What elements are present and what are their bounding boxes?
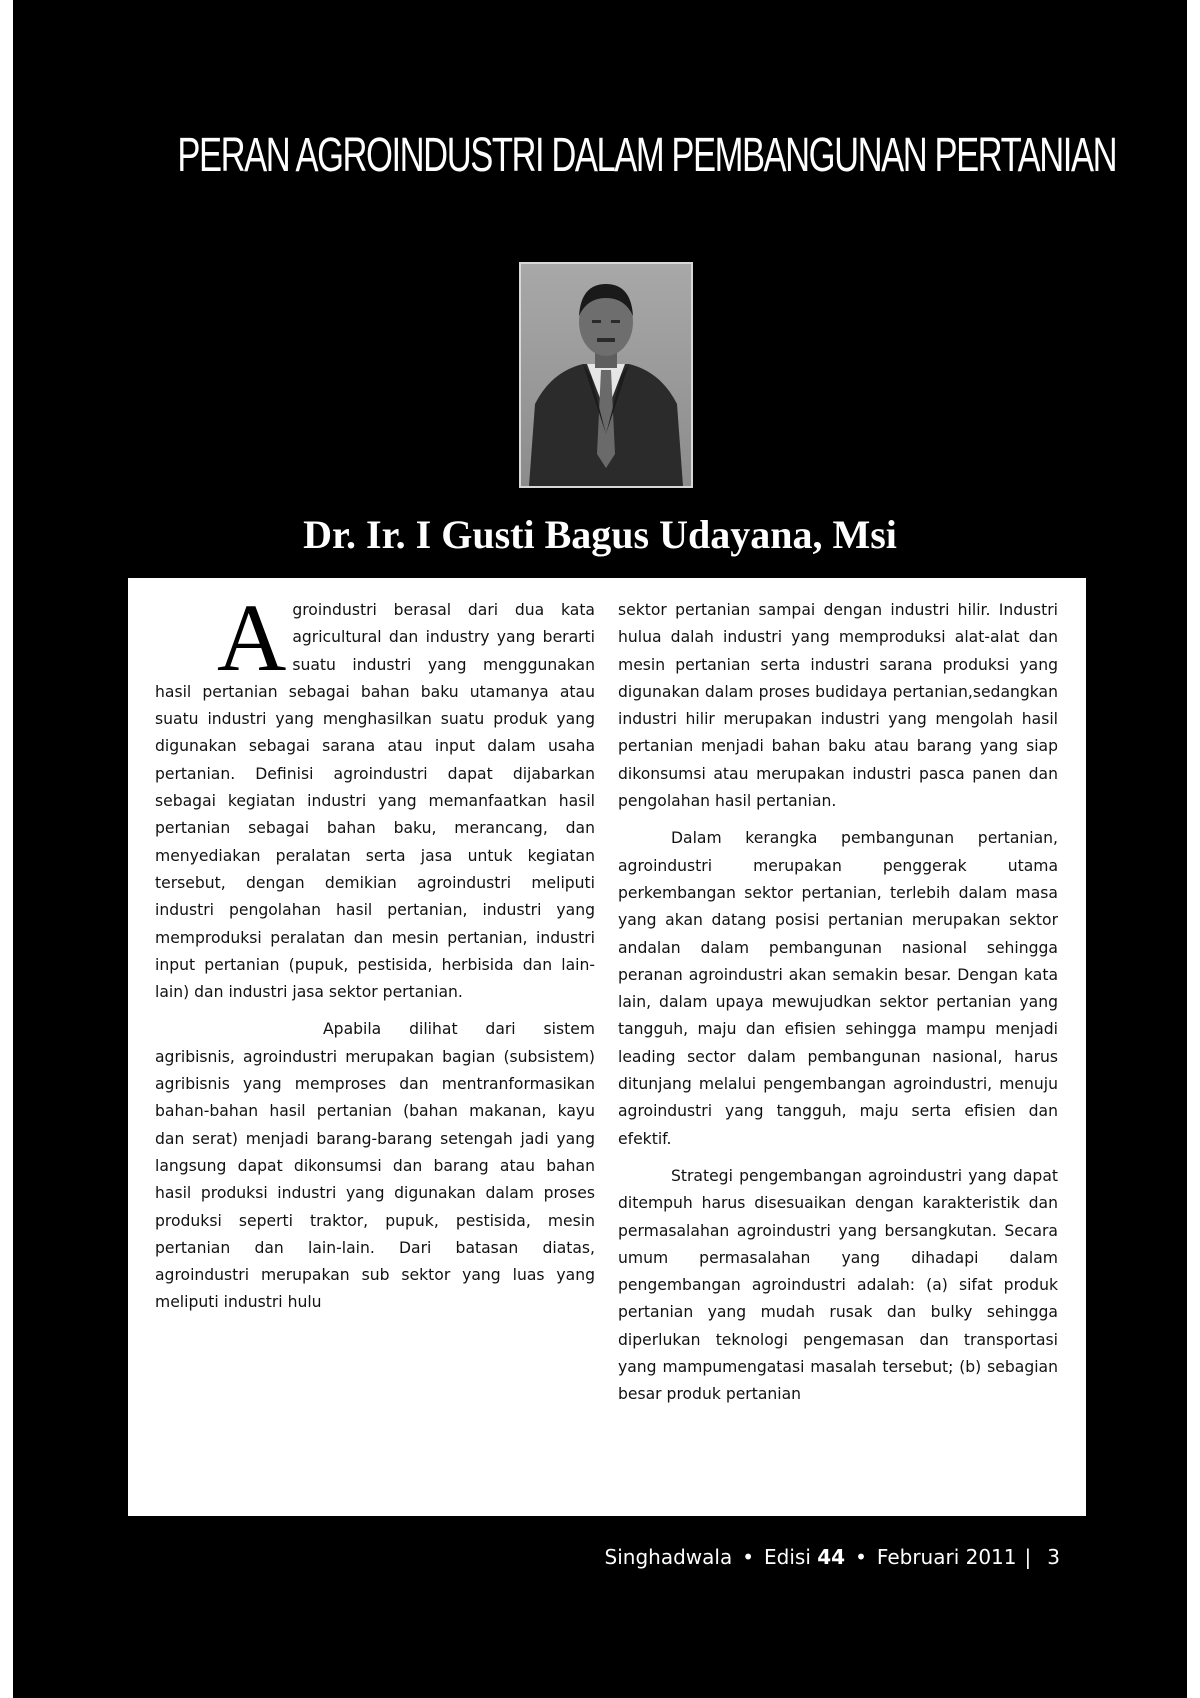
paragraph-kerangka: Dalam kerangka pembangunan pertanian, agroindustri merupakan penggerak utama perkembangan sektor pertanian, terlebih dalam masa yang akan datang posisi pertanian merupakan sektor andalan dalam pembangunan nasional sehingga peranan agroindustri akan semakin besar. Dengan kata lain, dalam upaya mewujudkan sektor pertanian yang tangguh, maju dan efisien sehingga mampu menjadi leading sector dalam pembangunan nasional, harus ditunjang melalui pengembangan agroindustri, menuju agroindustri yang tangguh, maju serta efisien dan efektif. bbox=[618, 829, 1058, 1148]
magazine-page bbox=[13, 0, 1187, 1698]
paragraph-agribisnis: Apabila dilihat dari sistem agribisnis, agroindustri merupakan bagian (subsistem) agribisnis yang memproses dan mentranformasikan bahan-bahan hasil pertanian (bahan makanan, kayu dan serat) menjadi barang-barang setengah jadi yang langsung dapat dikonsumsi dan barang atau bahan hasil produksi industri yang digunakan dalam proses produksi seperti traktor, pupuk, pestisida, mesin pertanian dan lain-lain. Dari batasan diatas, agroindustri merupakan sub sektor yang luas yang meliputi industri hulu bbox=[155, 1020, 595, 1312]
drop-cap: A bbox=[217, 584, 287, 691]
bullet-icon: • bbox=[855, 1545, 867, 1569]
author-photo bbox=[519, 262, 693, 488]
author-portrait-image bbox=[521, 264, 691, 486]
issue-date: Februari 2011 bbox=[876, 1545, 1017, 1569]
paragraph-strategi: Strategi pengembangan agroindustri yang dapat ditempuh harus disesuaikan dengan karakteristik dan permasalahan agroindustri yang bersangkutan. Secara umum permasalahan yang dihadapi dalam pengembangan agroindustri adalah: (a) sifat produk pertanian yang mudah rusak dan bulky sehingga diperlukan teknologi pengemasan dan transportasi yang mampumengatasi masalah tersebut; (b) sebagian besar produk pertanian bbox=[618, 1166, 1058, 1404]
page-number: 3 bbox=[1047, 1545, 1060, 1569]
bullet-icon: • bbox=[742, 1545, 755, 1569]
article-column-right bbox=[618, 597, 1058, 1419]
footer-separator: | bbox=[1024, 1545, 1032, 1569]
publication-name: Singhadwala bbox=[604, 1545, 733, 1569]
edition-number: 44 bbox=[817, 1545, 846, 1569]
article-body bbox=[128, 578, 1086, 1516]
paragraph-intro-text: groindustri berasal dari dua kata agricultural dan industry yang berarti suatu industri yang menggunakan hasil pertanian sebagai bahan baku utamanya atau suatu industri yang menghasilkan suatu produk yang digunakan sebagai sarana atau input dalam usaha pertanian. Definisi agroindustri dapat dijabarkan sebagai kegiatan industri yang memanfaatkan hasil pertanian sebagai bahan baku, merancang, dan menyediakan peralatan serta jasa untuk kegiatan tersebut, dengan demikian agroindustri meliputi industri pengolahan hasil pertanian, industri yang memproduksi peralatan dan mesin pertanian, industri input pertanian (pupuk, pestisida, herbisida dan lain-lain) dan industri jasa sektor pertanian. bbox=[155, 601, 595, 1002]
article-title: PERAN AGROINDUSTRI DALAM PEMBANGUNAN PERTANIAN bbox=[177, 129, 1117, 182]
paragraph-intro bbox=[155, 584, 595, 1006]
page-footer bbox=[13, 1545, 1060, 1569]
edition-label: Edisi bbox=[764, 1545, 811, 1569]
paragraph-industri-hulu: sektor pertanian sampai dengan industri hilir. Industri hulua dalah industri yang memproduksi alat-alat dan mesin pertanian serta industri sarana produksi yang digunakan dalam proses budidaya pertanian,sedangkan industri hilir merupakan industri yang mengolah hasil pertanian menjadi bahan baku atau barang yang siap dikonsumsi atau merupakan industri pasca panen dan pengolahan hasil pertanian. bbox=[618, 601, 1058, 811]
article-column-left bbox=[155, 584, 595, 1327]
author-name: Dr. Ir. I Gusti Bagus Udayana, Msi bbox=[303, 512, 897, 557]
